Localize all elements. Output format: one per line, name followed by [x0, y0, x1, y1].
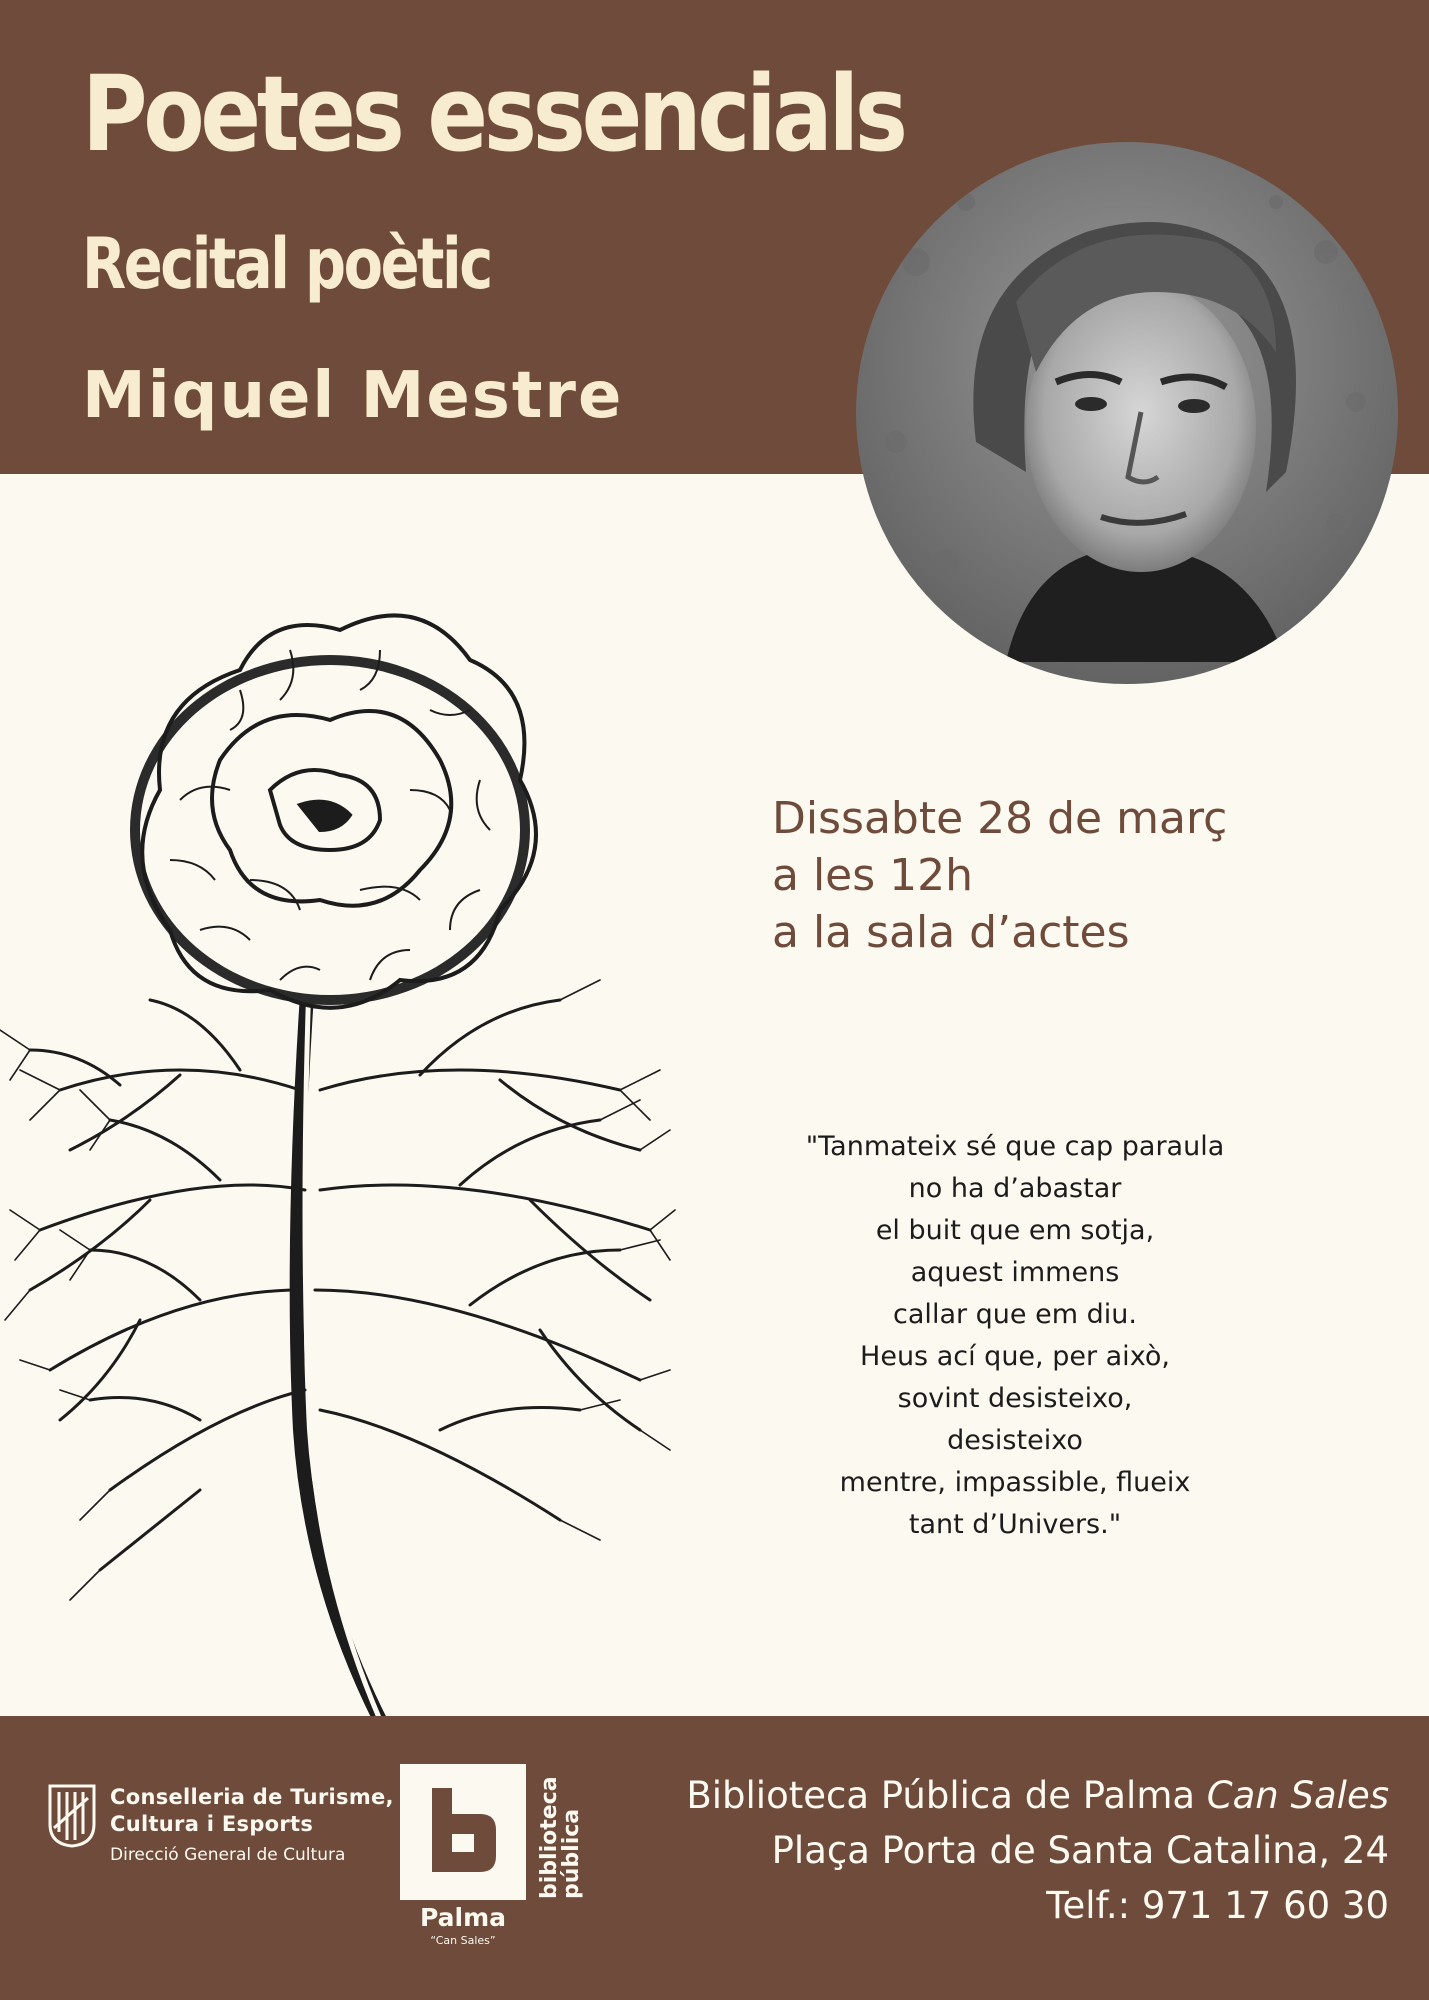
poem-line: sovint desisteixo,	[897, 1383, 1133, 1414]
portrait-icon	[856, 142, 1398, 684]
event-title: Poetes essencials	[82, 53, 904, 175]
library-name-line	[686, 1768, 1389, 1823]
poet-portrait	[856, 142, 1398, 684]
library-logo-city: Palma	[419, 1903, 506, 1932]
gov-line-3: Direcció General de Cultura	[110, 1845, 346, 1865]
library-name-italic: Can Sales	[1206, 1774, 1389, 1817]
library-street: Plaça Porta de Santa Catalina, 24	[771, 1829, 1389, 1872]
library-logo-vertical-text	[534, 1767, 584, 1899]
library-logo-word-2: pública	[559, 1808, 584, 1899]
balearic-coat-of-arms-icon	[48, 1784, 96, 1848]
poem-line: tant d’Univers."	[908, 1509, 1122, 1540]
library-b-icon	[410, 1774, 516, 1890]
event-details	[772, 790, 1227, 961]
poem-line: "Tanmateix sé que cap paraula	[805, 1131, 1225, 1162]
poem-line: desisteixo	[947, 1425, 1083, 1456]
poem-excerpt	[760, 1126, 1270, 1546]
event-date: Dissabte 28 de març	[772, 793, 1228, 844]
gov-line-1: Conselleria de Turisme,	[110, 1785, 394, 1809]
event-place: a la sala d’actes	[772, 907, 1130, 958]
poem-line: callar que em diu.	[893, 1299, 1137, 1330]
peony-illustration	[0, 530, 680, 1720]
poem-line: el buit que em sotja,	[875, 1215, 1155, 1246]
library-phone: Telf.: 971 17 60 30	[1046, 1884, 1389, 1927]
poet-name: Miquel Mestre	[82, 359, 624, 433]
gov-line-2: Cultura i Esports	[110, 1812, 314, 1836]
event-subtitle: Recital poètic	[82, 223, 491, 305]
event-time: a les 12h	[772, 850, 974, 901]
poem-line: Heus ací que, per això,	[860, 1341, 1170, 1372]
library-address	[686, 1768, 1389, 1933]
library-logo-subtitle: “Can Sales”	[430, 1934, 496, 1947]
poem-line: no ha d’abastar	[908, 1173, 1122, 1204]
gov-department	[110, 1784, 394, 1868]
library-name: Biblioteca Pública de Palma	[686, 1774, 1207, 1817]
library-logo-word-1: biblioteca	[537, 1776, 562, 1899]
poem-line: mentre, impassible, flueix	[839, 1467, 1191, 1498]
library-logo	[400, 1764, 526, 1900]
poem-line: aquest immens	[910, 1257, 1120, 1288]
